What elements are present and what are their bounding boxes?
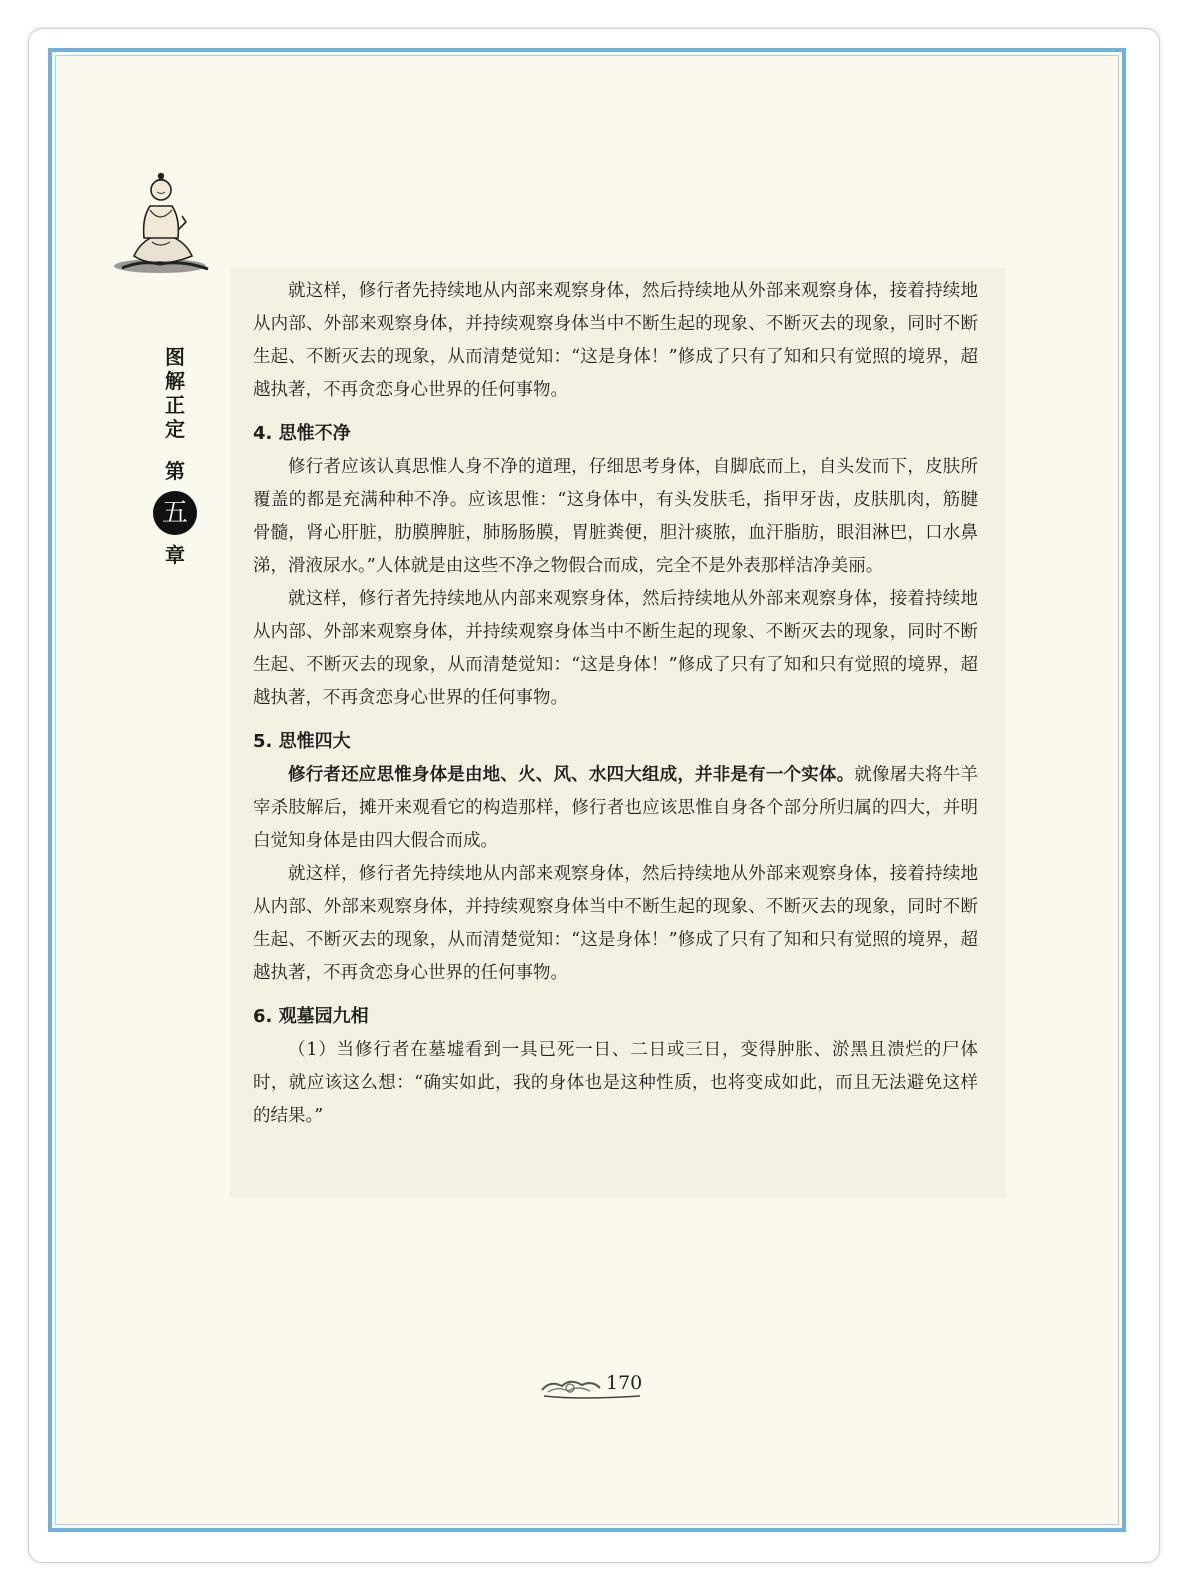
buddha-illustration xyxy=(112,168,212,278)
chapter-prefix: 第 xyxy=(165,459,185,483)
intro-paragraph: 就这样，修行者先持续地从内部来观察身体，然后持续地从外部来观察身体，接着持续地从内部、外部来观察身体，并持续观察身体当中不断生起的现象、不断灭去的现象，同时不断生起、不断灭去的现象，从而清楚觉知：“这是身体！”修成了只有了知和只有觉照的境界，超越执著，不再贪恋身心世界的任何事物。 xyxy=(253,281,978,400)
chapter-suffix: 章 xyxy=(165,543,185,567)
section-4-heading: 4. 思惟不净 xyxy=(253,423,351,444)
section-5-paragraph-2: 就这样，修行者先持续地从内部来观察身体，然后持续地从外部来观察身体，接着持续地从内部、外部来观察身体，并持续观察身体当中不断生起的现象、不断灭去的现象，同时不断生起、不断灭去的现象，从而清楚觉知：“这是身体！”修成了只有了知和只有觉照的境界，超越执著，不再贪恋身心世界的任何事物。 xyxy=(253,864,978,983)
chapter-side-title xyxy=(150,345,200,567)
section-6-paragraph-1: （1）当修行者在墓墟看到一具已死一日、二日或三日，变得肿胀、淤黑且溃烂的尸体时，就应该这么想：“确实如此，我的身体也是这种性质，也将变成如此，而且无法避免这样的结果。” xyxy=(253,1040,978,1126)
section-5-heading: 5. 思惟四大 xyxy=(253,731,351,752)
section-5-paragraph-1-rest: 就像屠夫将牛羊宰杀肢解后，摊开来观看它的构造那样，修行者也应该思惟自身各个部分所归属的四大，并明白觉知身体是由四大假合而成。 xyxy=(253,765,979,851)
side-title-char-2: 解 xyxy=(165,369,185,393)
side-title-char-4: 定 xyxy=(165,417,185,441)
page-number: 170 xyxy=(606,1372,643,1394)
side-title-char-1: 图 xyxy=(165,345,185,369)
section-4-paragraph-1: 修行者应该认真思惟人身不净的道理，仔细思考身体，自脚底而上，自头发而下，皮肤所覆盖的都是充满种种不净。应该思惟：“这身体中，有头发肤毛，指甲牙齿，皮肤肌肉，筋腱骨髓，肾心肝脏，肋膜脾脏，肺肠肠膜，胃脏粪便，胆汁痰脓，血汗脂肪，眼泪淋巴，口水鼻涕，滑液尿水。”人体就是由这些不净之物假合而成，完全不是外表那样洁净美丽。 xyxy=(253,457,978,576)
chapter-number-badge: 五 xyxy=(153,491,197,535)
section-4-paragraph-2: 就这样，修行者先持续地从内部来观察身体，然后持续地从外部来观察身体，接着持续地从内部、外部来观察身体，并持续观察身体当中不断生起的现象、不断灭去的现象，同时不断生起、不断灭去的现象，从而清楚觉知：“这是身体！”修成了只有了知和只有觉照的境界，超越执著，不再贪恋身心世界的任何事物。 xyxy=(253,589,978,708)
main-content xyxy=(253,275,978,1133)
side-title-char-3: 正 xyxy=(165,393,185,417)
section-5-paragraph-1 xyxy=(253,759,978,858)
section-5-bold-lead: 修行者还应思惟身体是由地、火、风、水四大组成，并非是有一个实体。 xyxy=(288,765,855,785)
page-number-footer xyxy=(540,1370,650,1402)
section-6-heading: 6. 观墓园九相 xyxy=(253,1006,369,1027)
